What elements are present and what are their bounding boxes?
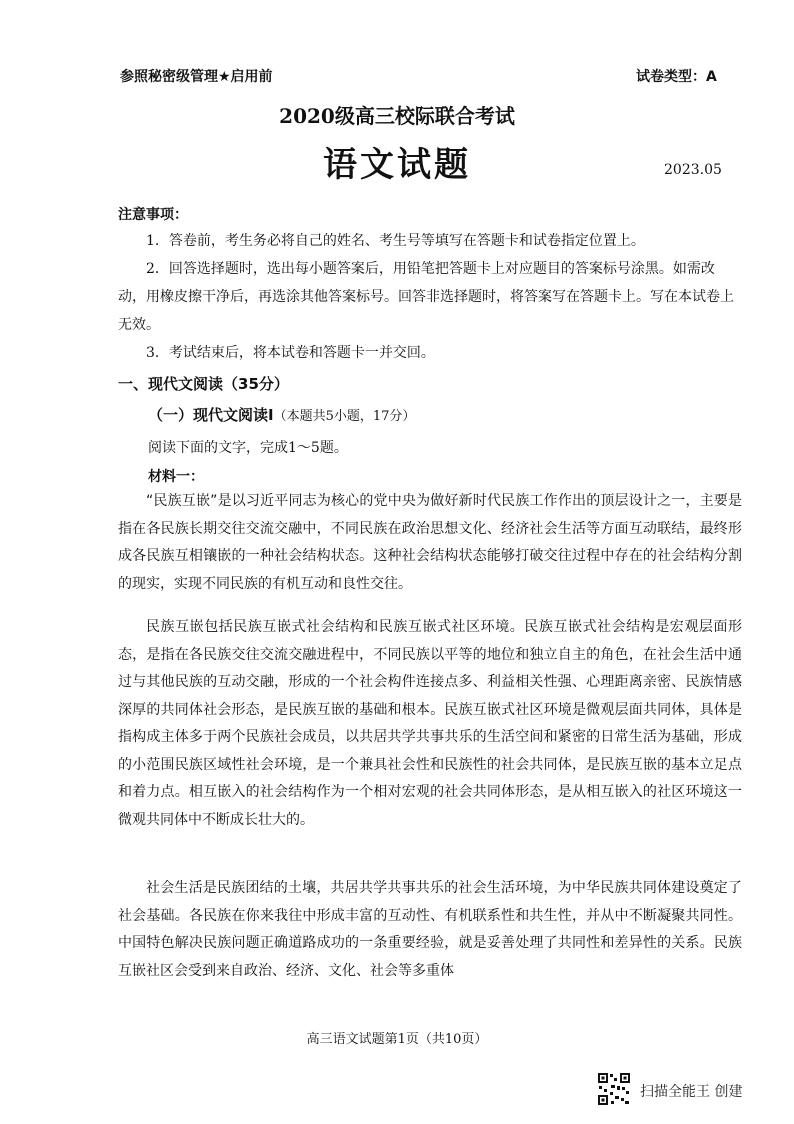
page-footer: 高三语文试题第1页（共10页） — [306, 1032, 488, 1047]
exam-title: 2020级高三校际联合考试 — [279, 104, 515, 128]
passage-paragraph: 民族互嵌包括民族互嵌式社会结构和民族互嵌式社区环境。民族互嵌式社会结构是宏观层面形态，是指在各民族交往交流交融进程中，不同民族以平等的地位和独立自主的角色，在社会生活中通过与其他民族的互动交融，形成的一个社会构件连接点多、利益相关性强、心理距离亲密、民族情感深厚的共同体社会形态，是民族互嵌的基础和根本。民族互嵌式社区环境是微观层面共同体，具体是指构成主体多于两个民族社会成员，以共居共学共事共乐的生活空间和紧密的日常生活为基础，形成的小范围民族区域性社会环境，是一个兼具社会性和民族性的社会共同体，是民族互嵌的基本立足点和着力点。相互嵌入的社会结构作为一个相对宏观的社会共同体形态，是从相互嵌入的社区环境这一微观共同体中不断成长壮大的。 — [118, 619, 742, 828]
note-item: 1．答卷前，考生务必将自己的姓名、考生号等填写在答题卡和试卷指定位置上。 — [146, 233, 645, 249]
passage-paragraph: “民族互嵌”是以习近平同志为核心的党中央为做好新时代民族工作作出的顶层设计之一，主要是指在各民族长期交往交流交融中，不同民族在政治思想文化、经济社会生活等方面互动联结，最终形成各民族互相镶嵌的一种社会结构状态。这种社会结构状态能够打破交往过程中存在的社会结构分割的现实，实现不同民族的有机互动和良性交往。 — [118, 493, 742, 592]
reading-instruction: 阅读下面的文字，完成1～5题。 — [148, 440, 348, 456]
material-label: 材料一： — [148, 469, 204, 485]
subject-title: 语文试题 — [323, 145, 471, 185]
exam-date: 2023.05 — [664, 162, 722, 178]
paper-type-label: 试卷类型：A — [636, 69, 717, 85]
qr-code-icon — [597, 1072, 631, 1106]
note-item: 3．考试结束后，将本试卷和答题卡一并交回。 — [146, 345, 435, 361]
note-item: 2．回答选择题时，选出每小题答案后，用铅笔把答题卡上对应题目的答案标号涂黑。如需改动，用橡皮擦干净后，再选涂其他答案标号。回答非选择题时，将答案写在答题卡上。写在本试卷上无效。 — [118, 261, 734, 333]
section-heading: 一、现代文阅读（35分） — [118, 375, 289, 393]
subsection-heading — [148, 404, 415, 425]
subsection-note: （本题共5小题，17分） — [273, 409, 416, 424]
confidentiality-label: 参照秘密级管理★启用前 — [120, 69, 273, 85]
passage-paragraph: 社会生活是民族团结的土壤，共居共学共事共乐的社会生活环境，为中华民族共同体建设奠定了社会基础。各民族在你来我往中形成丰富的互动性、有机联系性和共生性，并从中不断凝聚共同性。中国特色解决民族问题正确道路成功的一条重要经验，就是妥善处理了共同性和差异性的关系。民族互嵌社区会受到来自政治、经济、文化、社会等多重体 — [118, 880, 742, 979]
scanner-watermark: 扫描全能王 创建 — [640, 1084, 743, 1100]
subsection-title: （一）现代文阅读Ⅰ — [148, 406, 274, 424]
notes-heading: 注意事项： — [118, 207, 188, 223]
